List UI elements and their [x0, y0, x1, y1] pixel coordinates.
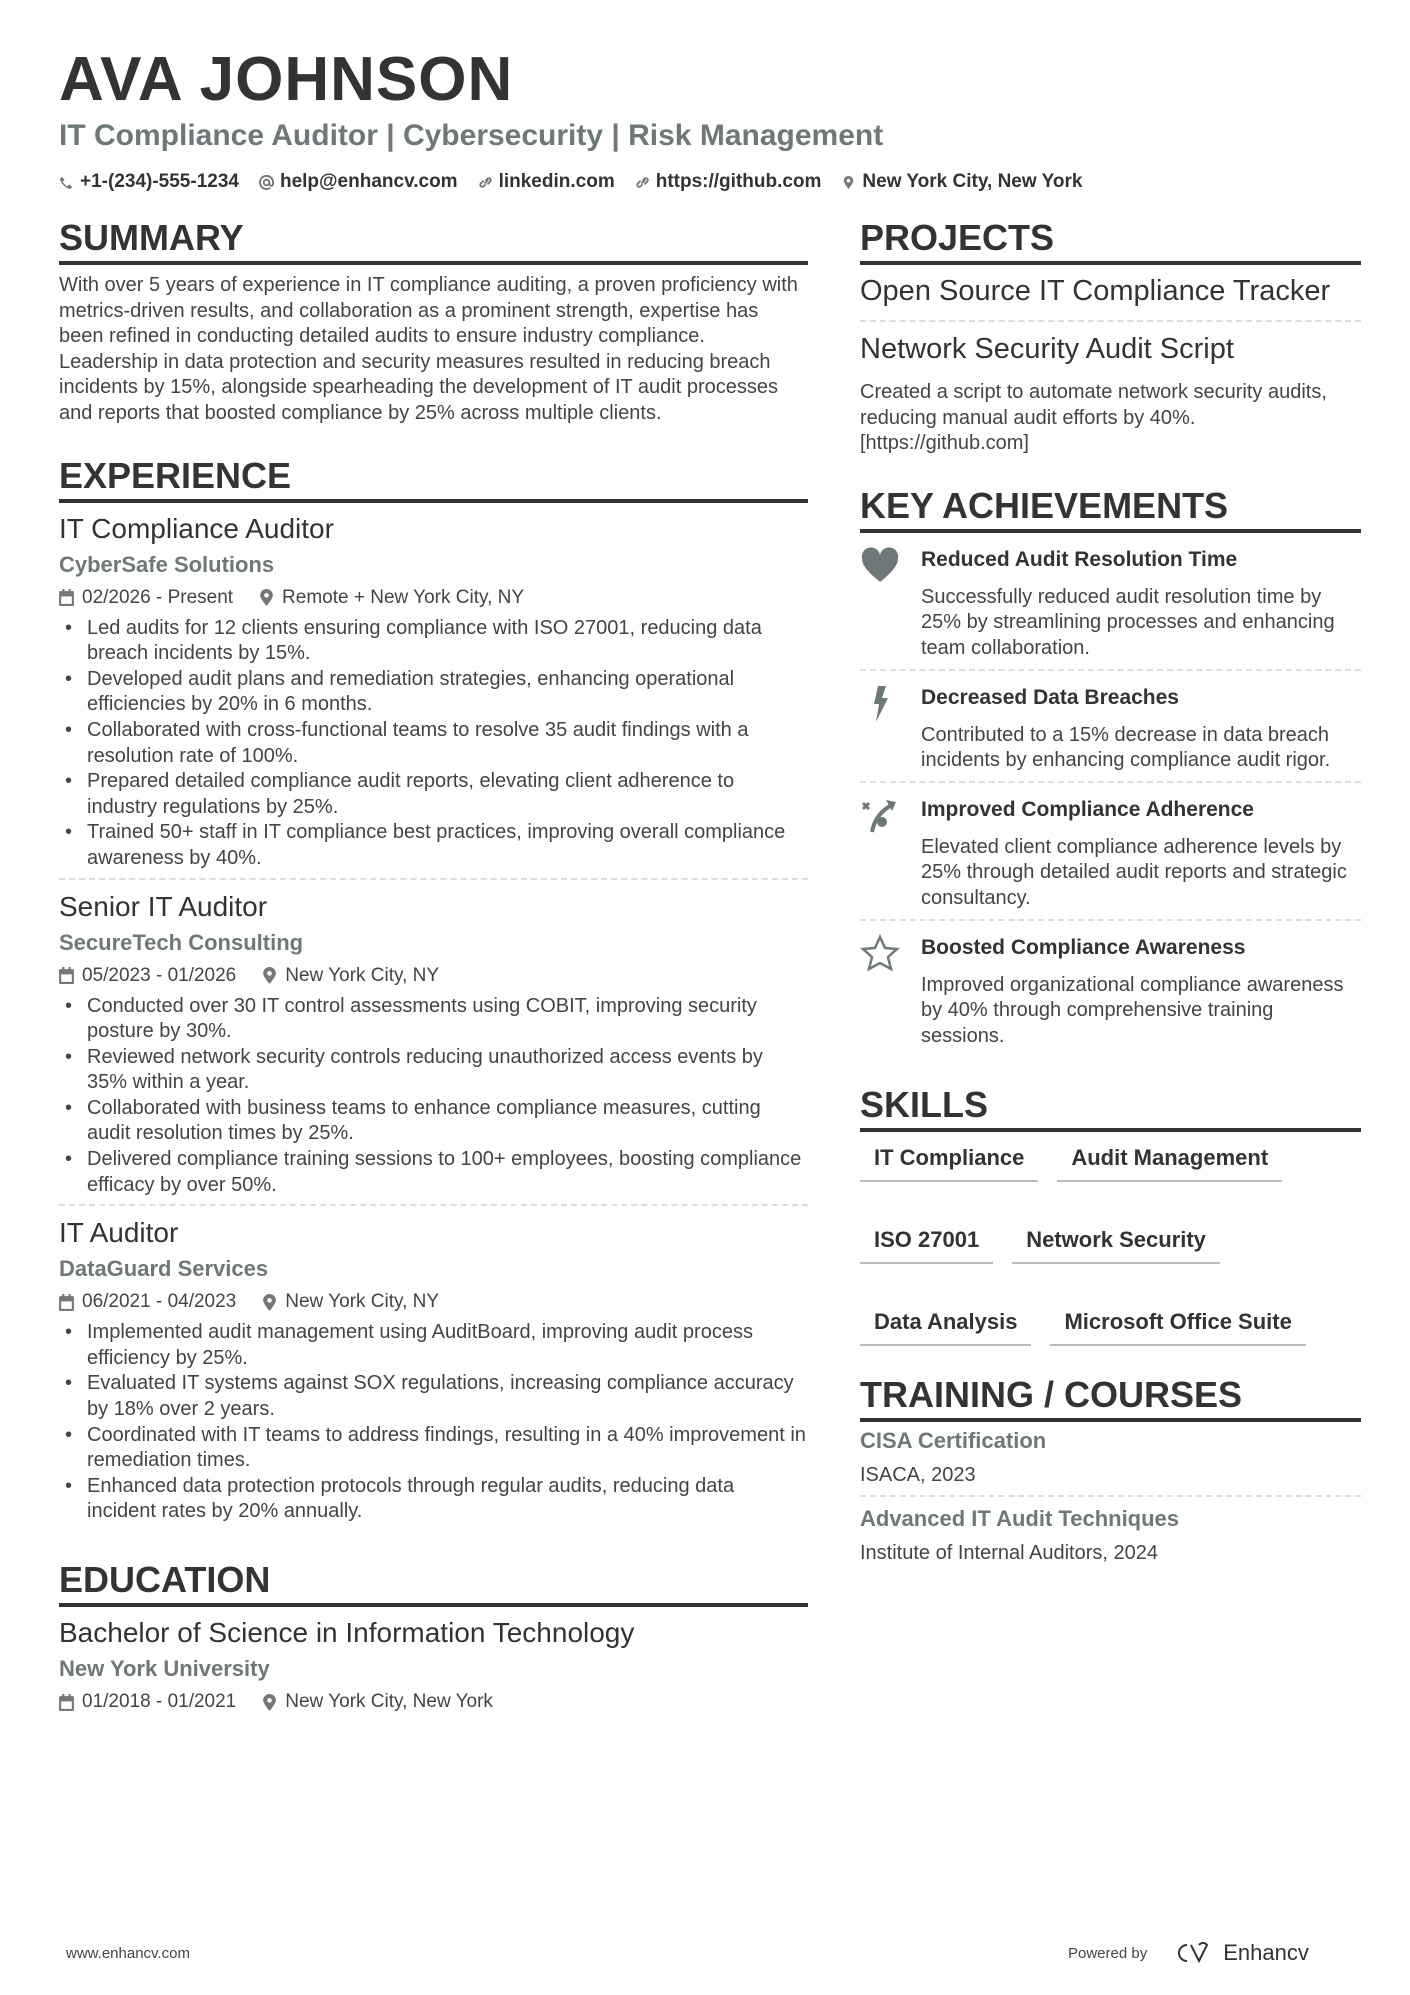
course-name: CISA Certification: [860, 1428, 1047, 1454]
company-name: CyberSafe Solutions: [59, 551, 275, 577]
company-name: DataGuard Services: [59, 1256, 269, 1282]
training-heading: TRAINING / COURSES: [860, 1375, 1361, 1422]
achievement-description: Improved organizational compliance awareness by 40% through comprehensive training sessions.: [921, 973, 1344, 1047]
achievements-list: [860, 533, 1361, 1057]
contact-location: New York City, New York: [841, 170, 1082, 194]
location-icon: [259, 589, 274, 606]
achievements-heading: KEY ACHIEVEMENTS: [860, 486, 1361, 533]
achievement-item: [860, 781, 1361, 919]
job-bullets: [59, 994, 808, 1199]
bullet-item: • Prepared detailed compliance audit reports, elevating client adherence to industry regulations by 25%.: [59, 769, 808, 820]
education-heading: EDUCATION: [59, 1560, 808, 1607]
contact-github[interactable]: https://github.com: [635, 170, 822, 194]
job-meta: [59, 1288, 808, 1316]
location-icon: [262, 967, 277, 984]
bullet-item: • Evaluated IT systems against SOX regulations, increasing compliance accuracy by 18% over 2 years.: [59, 1371, 808, 1422]
skill-tag: Audit Management: [1057, 1144, 1282, 1182]
job-dates: 02/2026 - Present: [82, 586, 234, 608]
bullet-item: • Collaborated with business teams to enhance compliance measures, cutting audit resolution times by 25%.: [59, 1096, 808, 1147]
training-list: [860, 1427, 1361, 1573]
project-description: Created a script to automate network security audits, reducing manual audit efforts by 40%. [https://github.com]: [860, 381, 1327, 455]
education-meta: [59, 1688, 808, 1716]
achievement-description: Contributed to a 15% decrease in data breach incidents by enhancing compliance audit rigor.: [921, 723, 1331, 772]
experience-heading: EXPERIENCE: [59, 456, 808, 503]
calendar-icon: [59, 967, 74, 984]
bullet-item: • Implemented audit management using AuditBoard, improving audit process efficiency by 25%.: [59, 1320, 808, 1371]
course-provider: ISACA, 2023: [860, 1464, 976, 1487]
job-meta: [59, 584, 808, 612]
heart-icon: [860, 546, 900, 586]
bullet-item: • Collaborated with cross-functional teams to resolve 35 audit findings with a resolution rate of 100%.: [59, 718, 808, 769]
skills-list: [860, 1144, 1361, 1346]
job-dates: 05/2023 - 01/2026: [82, 964, 237, 986]
course-provider: Institute of Internal Auditors, 2024: [860, 1542, 1158, 1565]
job-location: New York City, NY: [285, 1291, 440, 1313]
bullet-item: • Reviewed network security controls reducing unauthorized access events by 35% within a year.: [59, 1045, 808, 1096]
candidate-name: AVA JOHNSON: [59, 45, 514, 114]
company-name: SecureTech Consulting: [59, 929, 304, 955]
route-icon: [860, 796, 900, 836]
job-title: IT Compliance Auditor: [59, 512, 334, 544]
skill-tag: Network Security: [1012, 1226, 1220, 1264]
right-column: [860, 218, 1361, 1573]
skill-tag: IT Compliance: [860, 1144, 1038, 1182]
phone-icon: [59, 175, 74, 190]
experience-entry: [59, 1204, 808, 1531]
training-item: [860, 1427, 1361, 1495]
contact-bar: [59, 170, 1359, 194]
job-title: Senior IT Auditor: [59, 890, 268, 922]
candidate-title: IT Compliance Auditor | Cybersecurity | Risk Management: [59, 119, 884, 152]
contact-linkedin[interactable]: linkedin.com: [478, 170, 615, 194]
footer-branding: [1068, 1940, 1309, 1966]
skills-heading: SKILLS: [860, 1085, 1361, 1132]
achievement-title: Improved Compliance Adherence: [921, 797, 1254, 821]
course-name: Advanced IT Audit Techniques: [860, 1506, 1180, 1532]
achievement-item: [860, 669, 1361, 781]
experience-list: [59, 512, 808, 1531]
job-location: Remote + New York City, NY: [282, 586, 525, 608]
skill-tag: ISO 27001: [860, 1226, 993, 1264]
location-icon: [262, 1294, 277, 1311]
link-icon: [635, 175, 650, 190]
location-icon: [841, 175, 856, 190]
calendar-icon: [59, 1294, 74, 1311]
summary-text: With over 5 years of experience in IT compliance auditing, a proven proficiency with metrics-driven results, and collaboration as a prominent strength, expertise has been refined in conducting detailed audits to ensure industry compliance. Leadership in data protection and security measures resulted in reducing breach incidents by 15%, alongside spearheading the development of IT audit processes and reports that boosted compliance by 25% across multiple clients.: [59, 274, 798, 424]
contact-phone[interactable]: +1-(234)-555-1234: [59, 170, 239, 194]
contact-email[interactable]: help@enhancv.com: [259, 170, 458, 194]
achievement-description: Successfully reduced audit resolution time by 25% by streamlining processes and enhancing team collaboration.: [921, 585, 1335, 659]
calendar-icon: [59, 589, 74, 606]
achievement-item: [860, 533, 1361, 669]
degree: Bachelor of Science in Information Technology: [59, 1617, 635, 1648]
education-entry: [59, 1616, 808, 1722]
education-location: New York City, New York: [285, 1691, 493, 1712]
bullet-item: • Developed audit plans and remediation strategies, enhancing operational efficiencies by 20% in 6 months.: [59, 667, 808, 718]
project-title: Network Security Audit Script: [860, 333, 1234, 365]
bolt-icon: [860, 684, 900, 724]
job-location: New York City, NY: [285, 964, 440, 986]
powered-by-label: Powered by: [1068, 1944, 1148, 1962]
experience-entry: [59, 878, 808, 1205]
bullet-item: • Delivered compliance training sessions to 100+ employees, boosting compliance efficacy by over 50%.: [59, 1147, 808, 1198]
bullet-item: • Enhanced data protection protocols through regular audits, reducing data incident rates by 20% annually.: [59, 1474, 808, 1525]
skill-tag: Data Analysis: [860, 1308, 1031, 1346]
achievement-item: [860, 919, 1361, 1057]
bullet-item: • Conducted over 30 IT control assessments using COBIT, improving security posture by 30%.: [59, 994, 808, 1045]
achievement-title: Reduced Audit Resolution Time: [921, 547, 1238, 571]
project-title: Open Source IT Compliance Tracker: [860, 274, 1361, 322]
achievement-title: Decreased Data Breaches: [921, 685, 1179, 709]
achievement-title: Boosted Compliance Awareness: [921, 935, 1246, 959]
experience-entry: [59, 512, 808, 878]
job-title: IT Auditor: [59, 1217, 179, 1249]
calendar-icon: [59, 1694, 74, 1711]
footer-website[interactable]: www.enhancv.com: [66, 1945, 190, 1962]
achievement-description: Elevated client compliance adherence levels by 25% through detailed audit reports and strategic consultancy.: [921, 835, 1347, 909]
bullet-item: • Led audits for 12 clients ensuring compliance with ISO 27001, reducing data breach incidents by 15%.: [59, 616, 808, 667]
left-column: [59, 218, 808, 1722]
education-dates: 01/2018 - 01/2021: [82, 1691, 237, 1712]
training-item: [860, 1495, 1361, 1573]
school: New York University: [59, 1656, 270, 1681]
brand-name: Enhancv: [1223, 1940, 1309, 1965]
enhancv-logo-icon: [1173, 1941, 1217, 1965]
bullet-item: • Coordinated with IT teams to address findings, resulting in a 40% improvement in remediation times.: [59, 1423, 808, 1474]
job-bullets: [59, 1320, 808, 1525]
bullet-item: • Trained 50+ staff in IT compliance best practices, improving overall compliance awareness by 40%.: [59, 820, 808, 871]
job-meta: [59, 962, 808, 990]
link-icon: [478, 175, 493, 190]
job-bullets: [59, 616, 808, 872]
location-icon: [262, 1694, 277, 1711]
resume-header: [59, 45, 1359, 194]
projects-heading: PROJECTS: [860, 218, 1361, 265]
at-icon: [259, 175, 274, 190]
job-dates: 06/2021 - 04/2023: [82, 1291, 237, 1313]
summary-heading: SUMMARY: [59, 218, 808, 265]
star-icon: [860, 934, 900, 974]
skill-tag: Microsoft Office Suite: [1050, 1308, 1305, 1346]
